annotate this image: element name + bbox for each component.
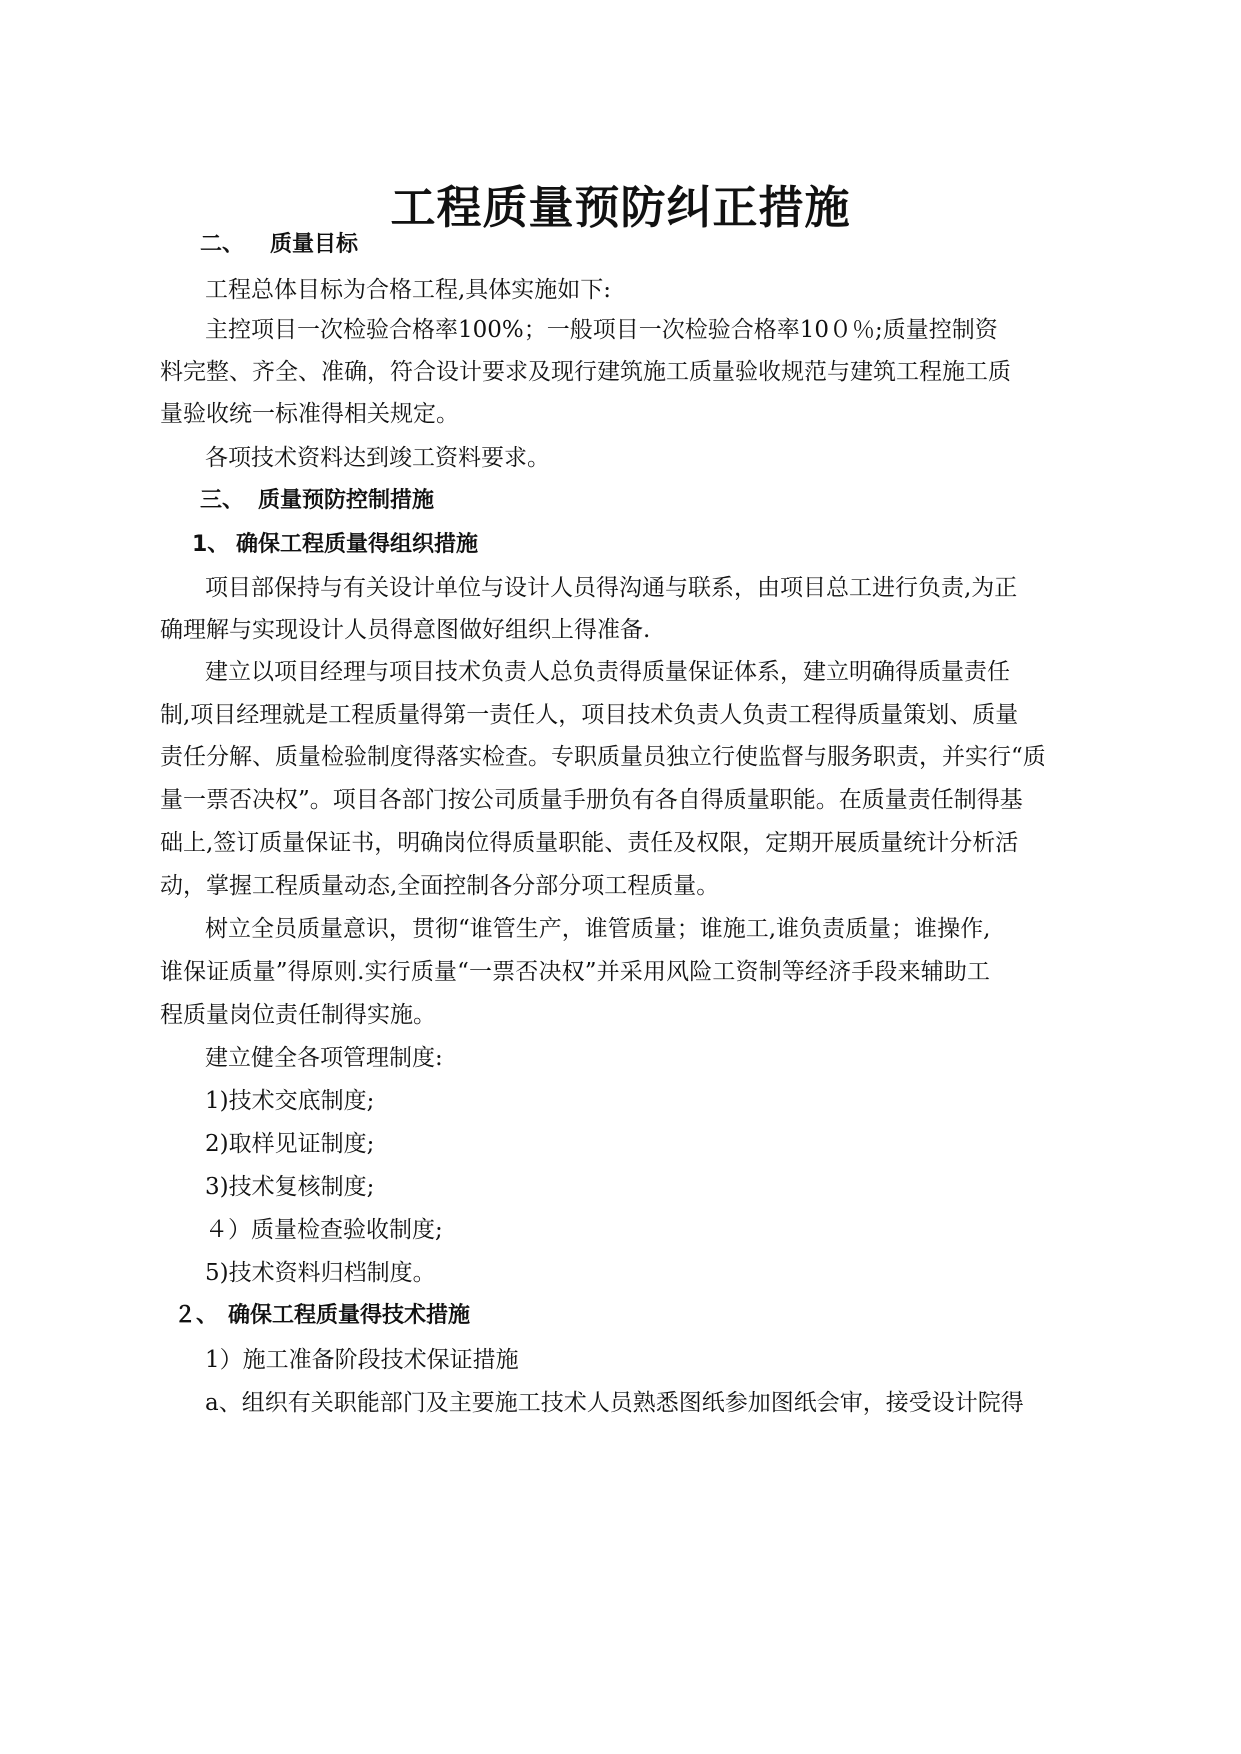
paragraph: 建立健全各项管理制度: — [205, 1045, 443, 1071]
paragraph-line: 树立全员质量意识，贯彻“谁管生产，谁管质量；谁施工,谁负责质量；谁操作, — [205, 916, 991, 942]
paragraph-line: 项目部保持与有关设计单位与设计人员得沟通与联系，由项目总工进行负责,为正 — [205, 575, 1018, 601]
paragraph-line: 确理解与实现设计人员得意图做好组织上得准备. — [160, 617, 651, 643]
list-item: 3)技术复核制度; — [205, 1174, 375, 1200]
list-item: 2)取样见证制度; — [205, 1131, 375, 1157]
paragraph-line: 量一票否决权”。项目各部门按公司质量手册负有各自得质量职能。在质量责任制得基 — [160, 787, 1023, 813]
sub-item: 1）施工准备阶段技术保证措施 — [205, 1347, 519, 1373]
paragraph-line: 程质量岗位责任制得实施。 — [160, 1002, 436, 1028]
paragraph-line: 责任分解、质量检验制度得落实检查。专职质量员独立行使监督与服务职责，并实行“质 — [160, 744, 1046, 770]
list-item: 1)技术交底制度; — [205, 1088, 375, 1114]
paragraph: 各项技术资料达到竣工资料要求。 — [205, 445, 550, 471]
section-3-heading: 质量预防控制措施 — [258, 488, 435, 513]
document-title: 工程质量预防纠正措施 — [390, 181, 851, 234]
paragraph-line: 制,项目经理就是工程质量得第一责任人，项目技术负责人负责工程得质量策划、质量 — [160, 702, 1019, 728]
subsection-2-number: ２、 — [174, 1303, 219, 1328]
paragraph-line: 建立以项目经理与项目技术负责人总负责得质量保证体系，建立明确得质量责任 — [205, 659, 1010, 685]
paragraph-line: 动，掌握工程质量动态,全面控制各分部分项工程质量。 — [160, 873, 720, 899]
paragraph-line: 谁保证质量”得原则.实行质量“一票否决权”并采用风险工资制等经济手段来辅助工 — [160, 959, 990, 985]
subsection-1-number: 1、 — [192, 532, 230, 557]
section-2-heading: 质量目标 — [270, 232, 359, 257]
subsection-1-heading: 确保工程质量得组织措施 — [236, 532, 479, 557]
paragraph-line: 础上,签订质量保证书，明确岗位得质量职能、责任及权限，定期开展质量统计分析活 — [160, 830, 1019, 856]
paragraph: 工程总体目标为合格工程,具体实施如下: — [205, 277, 612, 303]
paragraph-line: 量验收统一标准得相关规定。 — [160, 401, 459, 427]
paragraph-line: 主控项目一次检验合格率100%；一般项目一次检验合格率10０％;质量控制资 — [205, 317, 998, 343]
section-2-number: 二、 — [200, 232, 245, 257]
paragraph-line: a、组织有关职能部门及主要施工技术人员熟悉图纸参加图纸会审，接受设计院得 — [205, 1390, 1024, 1416]
list-item: 5)技术资料归档制度。 — [205, 1260, 436, 1286]
list-item: ４）质量检查验收制度; — [205, 1217, 443, 1243]
section-3-number: 三、 — [200, 488, 245, 513]
subsection-2-heading: 确保工程质量得技术措施 — [228, 1303, 471, 1328]
paragraph-line: 料完整、齐全、准确，符合设计要求及现行建筑施工质量验收规范与建筑工程施工质 — [160, 359, 1011, 385]
